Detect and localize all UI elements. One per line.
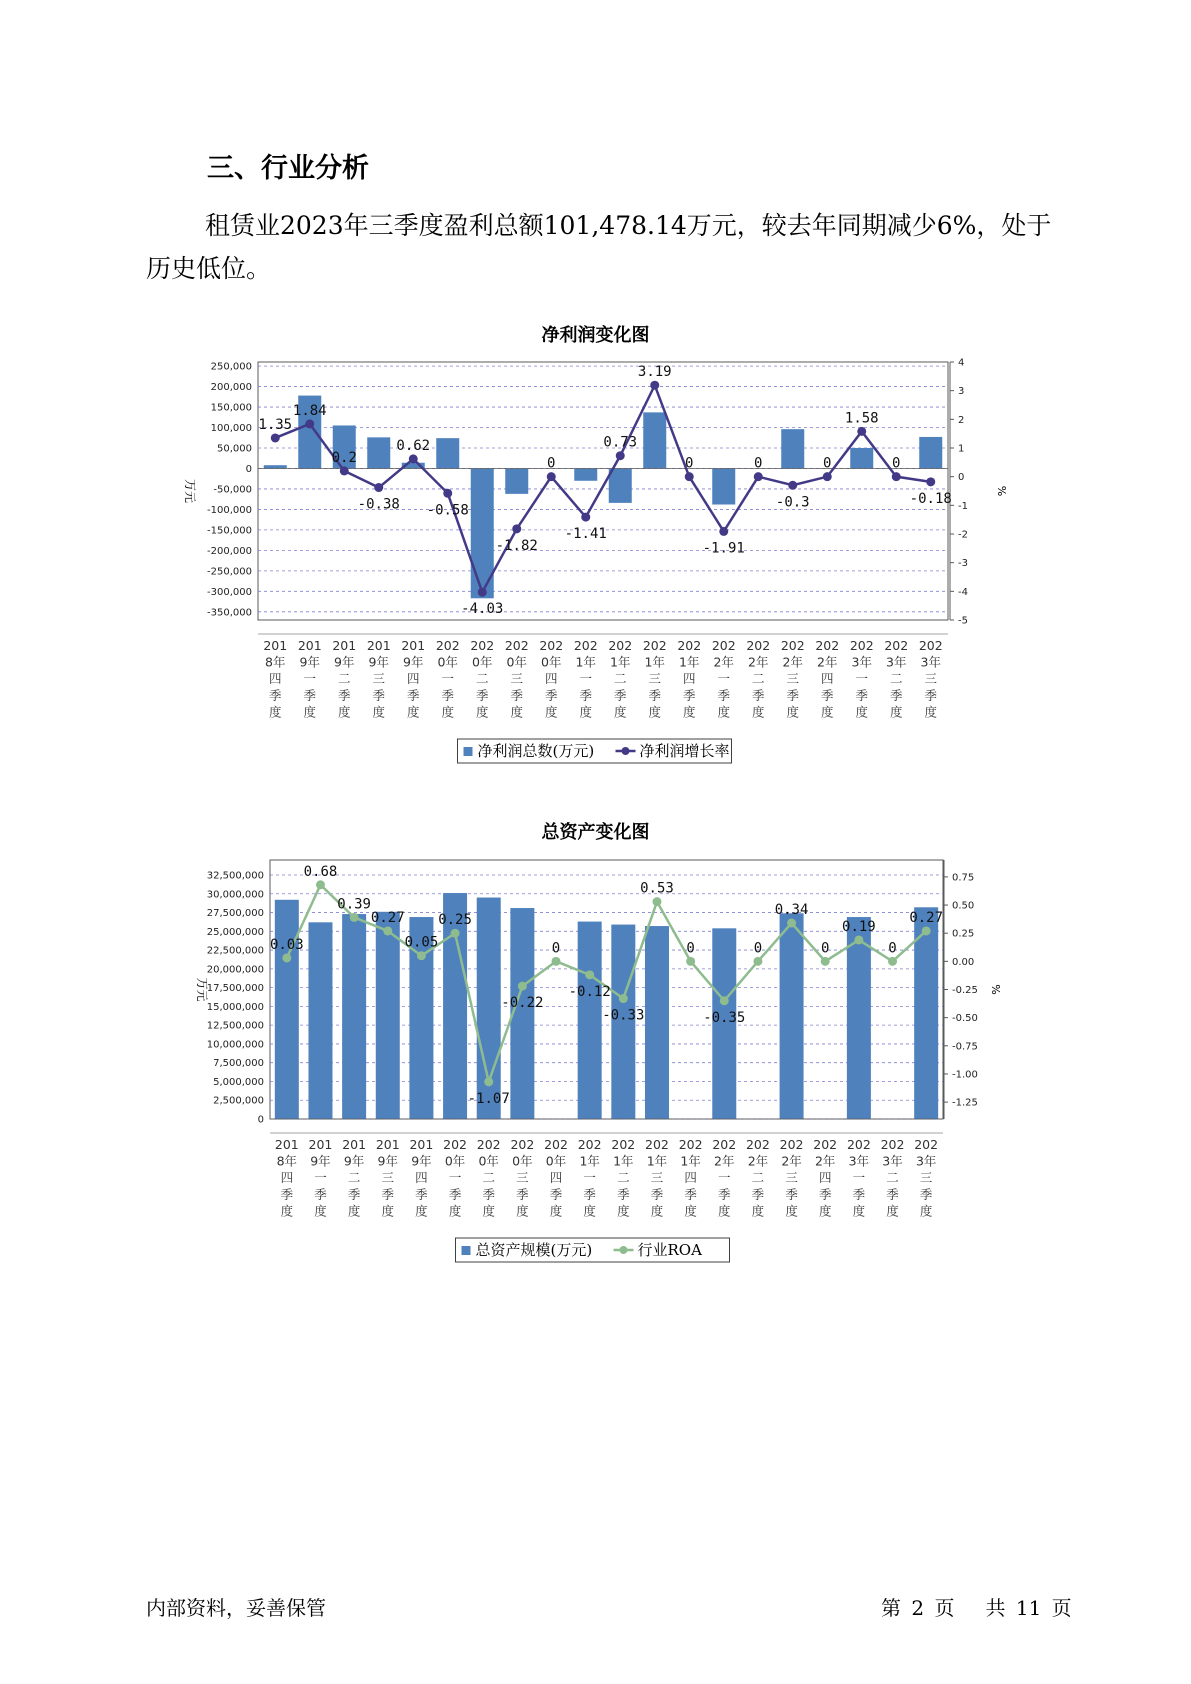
data-label: -0.33 (602, 1007, 645, 1024)
data-label: -0.12 (568, 983, 611, 1000)
y-tick-label: 17,500,000 (206, 983, 264, 995)
category-label: 201 9年四季度 (409, 1137, 434, 1219)
line-point (350, 913, 359, 922)
profit-chart-title: 净利润变化图 (541, 325, 650, 346)
bar (376, 912, 400, 1119)
line-point (443, 489, 452, 498)
y-axis-title: 万元 (183, 478, 197, 504)
category-label: 202 2年四季度 (815, 638, 840, 720)
line-point (754, 472, 763, 481)
data-label: -0.38 (357, 496, 400, 513)
category-label: 202 1年二季度 (611, 1137, 636, 1219)
line-point (753, 957, 762, 966)
line-point (926, 477, 935, 486)
data-label: 0.62 (396, 437, 431, 454)
data-label: -4.03 (461, 601, 504, 618)
data-label: -0.3 (775, 494, 810, 511)
legend-line-marker (620, 1246, 628, 1254)
y2-tick-label: -0.25 (952, 985, 978, 996)
data-label: -1.41 (564, 526, 607, 543)
line-point (616, 451, 625, 460)
data-label: 1.58 (844, 410, 879, 427)
data-label: 0.05 (404, 934, 439, 951)
line-point (650, 381, 659, 390)
y-tick-label: 150,000 (210, 402, 252, 414)
line-point (552, 957, 561, 966)
category-label: 202 3年三季度 (918, 638, 943, 720)
y2-tick-label: -1.25 (952, 1097, 978, 1109)
legend-bar-swatch (462, 1246, 471, 1255)
line-point (518, 982, 527, 991)
footer-page-number: 第 2 页 共 11 页 (881, 1596, 1072, 1620)
bar (308, 922, 332, 1119)
y-tick-label: -200,000 (207, 545, 252, 557)
bar (275, 900, 299, 1119)
line-point (512, 524, 521, 533)
data-label: 0 (547, 455, 556, 472)
y2-axis-title: % (995, 485, 1008, 497)
bar (609, 468, 632, 502)
y2-tick-label: 2 (958, 414, 965, 426)
y-tick-label: -350,000 (207, 607, 252, 619)
line-point (409, 454, 418, 463)
bar (367, 437, 390, 468)
line-point (823, 472, 832, 481)
data-label: 0.27 (909, 909, 944, 926)
category-label: 201 8年四季度 (274, 1137, 299, 1219)
category-label: 201 9年三季度 (375, 1137, 400, 1219)
data-label: 0.53 (640, 880, 674, 897)
bar (712, 468, 735, 504)
data-label: 0.25 (438, 912, 472, 929)
category-label: 202 1年四季度 (677, 638, 702, 720)
y2-tick-label: -3 (958, 558, 968, 570)
y2-tick-label: 1 (958, 443, 965, 455)
line-point (451, 929, 460, 938)
y2-tick-label: -0.50 (952, 1013, 978, 1025)
bar (919, 437, 942, 469)
y-tick-label: 30,000,000 (206, 889, 264, 901)
y2-tick-label: -1.00 (952, 1069, 978, 1081)
category-label: 202 2年四季度 (813, 1137, 838, 1219)
total-assets-chart (0, 850, 1191, 1275)
y-tick-label: 25,000,000 (206, 926, 264, 938)
category-label: 201 8年四季度 (263, 638, 288, 720)
y2-tick-label: -0.75 (952, 1041, 978, 1053)
legend-line-label: 净利润增长率 (639, 742, 730, 760)
data-label: 0 (754, 455, 763, 472)
y-tick-label: -50,000 (213, 484, 252, 496)
category-label: 202 0年三季度 (510, 1137, 535, 1219)
legend-line-marker (622, 747, 630, 755)
line-point (854, 935, 863, 944)
line-point (271, 433, 280, 442)
line-point (282, 953, 291, 962)
data-label: 3.19 (637, 364, 672, 381)
y-tick-label: 10,000,000 (206, 1039, 264, 1051)
category-label: 201 9年三季度 (366, 638, 391, 720)
y-tick-label: -300,000 (207, 586, 252, 598)
data-label: 0 (686, 940, 695, 957)
y2-tick-label: -4 (958, 586, 968, 598)
category-label: 201 9年四季度 (401, 638, 426, 720)
category-label: 202 3年二季度 (880, 1137, 905, 1219)
y2-tick-label: -2 (958, 529, 968, 541)
line-point (888, 957, 897, 966)
line-point (581, 513, 590, 522)
data-label: 0.27 (370, 909, 405, 926)
category-label: 202 0年二季度 (476, 1137, 501, 1219)
data-label: 0 (551, 940, 561, 957)
line-point (417, 951, 426, 960)
data-label: -0.18 (909, 490, 952, 507)
data-label: -0.35 (703, 1009, 746, 1026)
y2-tick-label: 3 (958, 386, 965, 398)
y2-tick-label: -5 (958, 615, 968, 627)
line-point (720, 996, 729, 1005)
bar (643, 412, 666, 468)
category-label: 202 0年二季度 (470, 638, 495, 720)
data-label: 0.39 (337, 896, 371, 913)
category-label: 202 0年一季度 (435, 638, 460, 720)
data-label: 0 (892, 455, 901, 472)
y-axis-title: 万元 (195, 977, 209, 1002)
y-tick-label: 20,000,000 (206, 964, 264, 976)
category-label: 202 2年三季度 (780, 638, 805, 720)
y-tick-label: 22,500,000 (206, 945, 264, 957)
net-profit-chart (0, 350, 1191, 775)
line-point (340, 466, 349, 475)
category-label: 201 9年一季度 (308, 1137, 333, 1219)
y2-tick-label: 0 (958, 472, 965, 484)
data-label: -1.91 (702, 540, 745, 557)
legend-bar-label: 总资产规模(万元) (475, 1241, 593, 1259)
data-label: 0.34 (774, 902, 809, 919)
category-label: 202 3年一季度 (846, 1137, 871, 1219)
y-tick-label: 200,000 (210, 382, 252, 394)
bar (436, 438, 459, 468)
y-tick-label: 7,500,000 (213, 1058, 264, 1070)
y-tick-label: 0 (257, 1114, 264, 1126)
data-label: 0 (685, 455, 694, 472)
y-tick-label: 5,000,000 (213, 1076, 264, 1088)
data-label: 1.84 (292, 402, 327, 419)
category-label: 202 3年二季度 (884, 638, 909, 720)
line-point (316, 880, 325, 889)
y-tick-label: 32,500,000 (206, 870, 264, 882)
bar (645, 926, 669, 1119)
y-tick-label: -250,000 (207, 566, 252, 578)
y-tick-label: -150,000 (207, 525, 252, 537)
y-tick-label: 15,000,000 (206, 1001, 264, 1013)
data-label: -0.58 (426, 502, 469, 519)
data-label: 0.73 (603, 434, 638, 451)
data-label: 0 (821, 940, 830, 957)
category-label: 202 1年一季度 (573, 638, 598, 720)
line-point (484, 1077, 493, 1086)
y2-axis-title: % (989, 984, 1002, 995)
line-point (719, 527, 728, 536)
line-point (619, 994, 628, 1003)
line-point (892, 472, 901, 481)
category-label: 201 9年二季度 (342, 1137, 367, 1219)
line-point (478, 588, 487, 597)
y-tick-label: 250,000 (210, 361, 252, 373)
category-label: 202 0年四季度 (539, 638, 564, 720)
category-label: 202 0年四季度 (544, 1137, 568, 1219)
line-point (821, 957, 830, 966)
data-label: 1.35 (258, 416, 293, 433)
data-label: 0 (753, 940, 763, 957)
category-label: 202 1年三季度 (645, 1137, 669, 1219)
category-label: 202 1年一季度 (577, 1137, 602, 1219)
line-point (383, 926, 392, 935)
category-label: 201 9年一季度 (297, 638, 322, 720)
y2-tick-label: 0.25 (952, 928, 975, 940)
footer-confidential: 内部资料，妥善保管 (146, 1596, 326, 1620)
line-point (857, 427, 866, 436)
legend-bar-label: 净利润总数(万元) (477, 742, 595, 760)
line-point (305, 419, 314, 428)
y-tick-label: 27,500,000 (206, 908, 264, 920)
category-label: 202 3年一季度 (849, 638, 874, 720)
bar (780, 913, 804, 1119)
summary-paragraph: 租赁业2023年三季度盈利总额101,478.14万元，较去年同期减少6%，处于历史低位。 (146, 211, 1052, 283)
bar (342, 914, 366, 1119)
line-point (652, 897, 661, 906)
y-tick-label: 0 (245, 463, 252, 475)
line-point (374, 483, 383, 492)
y2-tick-label: 0.50 (952, 900, 975, 912)
data-label: 0.03 (269, 936, 304, 953)
category-label: 202 1年三季度 (642, 638, 667, 720)
category-label: 202 3年三季度 (914, 1137, 939, 1219)
category-label: 202 2年一季度 (711, 638, 736, 720)
data-label: 0.68 (303, 863, 338, 880)
y2-tick-label: 4 (958, 357, 965, 369)
y-tick-label: -100,000 (207, 504, 252, 516)
data-label: 0.2 (331, 449, 357, 466)
data-label: 0.19 (842, 918, 876, 935)
data-label: 0 (888, 940, 897, 957)
category-label: 202 1年四季度 (678, 1137, 703, 1219)
y2-tick-label: -1 (958, 500, 968, 512)
category-label: 202 0年一季度 (443, 1137, 468, 1219)
data-label: -0.22 (501, 995, 544, 1012)
line-point (685, 472, 694, 481)
line-point (787, 919, 796, 928)
bar (574, 468, 597, 480)
category-label: 202 0年三季度 (504, 638, 529, 720)
data-label: -1.07 (467, 1090, 510, 1107)
bar (578, 922, 602, 1119)
data-label: -1.82 (495, 537, 538, 554)
line-point (686, 957, 695, 966)
y-tick-label: 50,000 (217, 443, 252, 455)
category-label: 202 2年一季度 (712, 1137, 737, 1219)
plot-frame (258, 362, 948, 620)
y-tick-label: 100,000 (210, 423, 252, 435)
category-label: 202 2年二季度 (745, 1137, 770, 1219)
category-label: 202 1年二季度 (608, 638, 633, 720)
category-label: 202 2年三季度 (779, 1137, 804, 1219)
y2-tick-label: 0.75 (952, 872, 975, 884)
data-label: 0 (823, 455, 832, 472)
bar (264, 465, 287, 468)
y-tick-label: 12,500,000 (206, 1020, 264, 1032)
section-heading: 三、行业分析 (207, 153, 369, 184)
line-point (922, 926, 931, 935)
y2-tick-label: 0.00 (952, 956, 975, 968)
category-label: 201 9年二季度 (332, 638, 357, 720)
category-label: 202 2年二季度 (746, 638, 771, 720)
line-point (585, 970, 594, 979)
line-point (547, 472, 556, 481)
bar (847, 917, 871, 1119)
bar (850, 448, 873, 468)
bar (781, 429, 804, 468)
legend-line-label: 行业ROA (637, 1241, 702, 1259)
bar (505, 468, 528, 493)
line-point (788, 481, 797, 490)
assets-chart-title: 总资产变化图 (541, 822, 650, 843)
y-tick-label: 2,500,000 (213, 1095, 264, 1107)
legend-bar-swatch (464, 747, 473, 756)
